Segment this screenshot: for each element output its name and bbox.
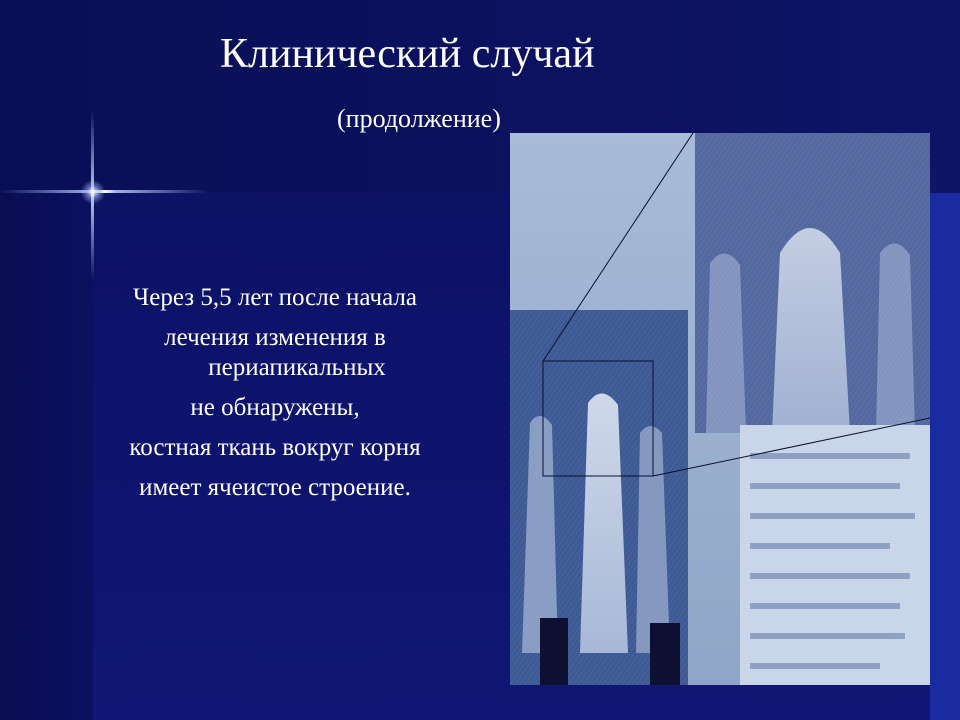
body-line: Через 5,5 лет после начала <box>133 284 417 311</box>
body-line: не обнаружены, <box>190 394 360 421</box>
body-line: периапикальных <box>208 354 386 381</box>
xray-radiograph-icon <box>510 133 930 685</box>
right-decor-panel <box>930 193 960 720</box>
lens-flare-star-icon <box>80 180 106 204</box>
body-line: имеет ячеистое строение. <box>139 474 411 501</box>
slide-subtitle: (продолжение) <box>337 104 501 133</box>
body-line: лечения изменения в <box>164 324 386 351</box>
slide-title: Клинический случай <box>220 31 595 77</box>
xray-radiograph-image <box>510 133 930 685</box>
slide-body-text <box>60 278 490 508</box>
body-line: костная ткань вокруг корня <box>129 434 421 461</box>
